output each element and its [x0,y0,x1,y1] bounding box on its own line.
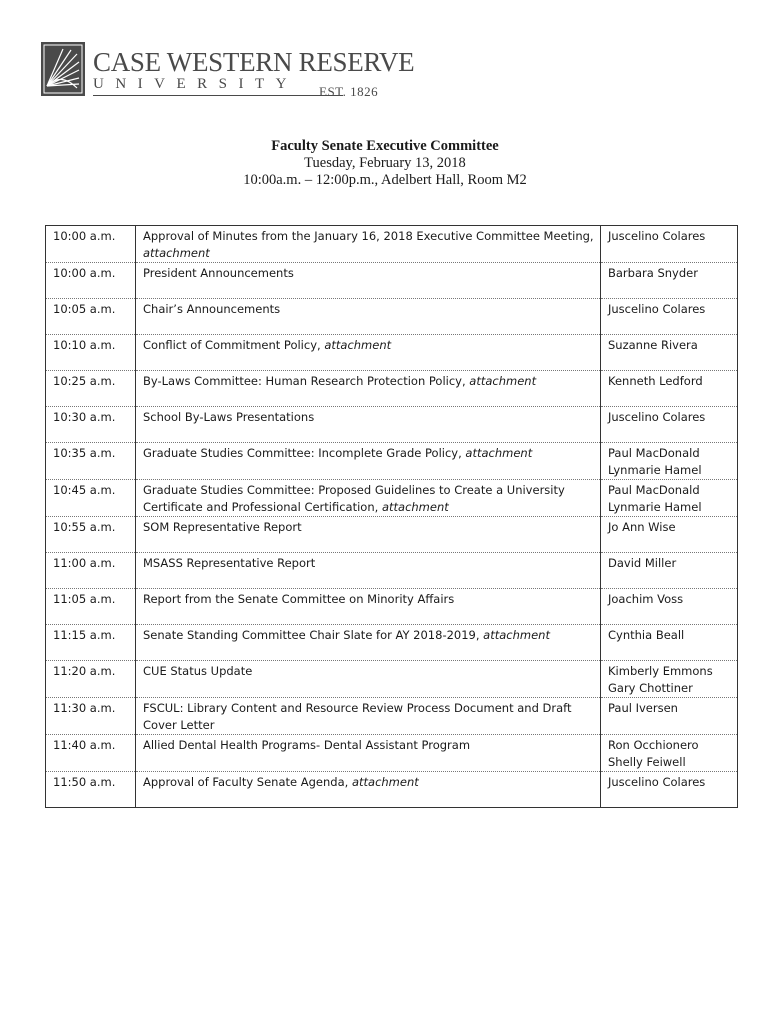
agenda-row [46,625,738,661]
agenda-item [136,443,601,480]
agenda-row [46,589,738,625]
agenda-item [136,625,601,661]
agenda-time: 10:10 a.m. [46,335,136,371]
agenda-presenter [601,735,738,772]
agenda-item [136,661,601,698]
agenda-time: 10:05 a.m. [46,299,136,335]
presenter-name: Paul MacDonald [608,483,700,497]
attachment-label: attachment [483,628,550,642]
agenda-time: 11:15 a.m. [46,625,136,661]
meeting-heading [0,138,770,189]
sunburst-seal-icon [41,42,85,96]
agenda-row [46,371,738,407]
logo-name: CASE WESTERN RESERVE [93,47,415,77]
meeting-time-location: 10:00a.m. – 12:00p.m., Adelbert Hall, Room M2 [243,172,527,188]
presenter-name: Kenneth Ledford [608,374,703,388]
agenda-item [136,553,601,589]
agenda-item [136,772,601,808]
agenda-item [136,226,601,263]
presenter-name: Paul MacDonald [608,446,700,460]
presenter-name: Kimberly Emmons [608,664,713,678]
agenda-presenter [601,226,738,263]
agenda-row [46,772,738,808]
agenda-presenter [601,480,738,517]
agenda-row [46,661,738,698]
agenda-time: 11:30 a.m. [46,698,136,735]
agenda-presenter [601,263,738,299]
presenter-name: Barbara Snyder [608,266,698,280]
agenda-presenter [601,553,738,589]
meeting-title: Faculty Senate Executive Committee [271,138,499,154]
agenda-time: 11:40 a.m. [46,735,136,772]
attachment-label: attachment [469,374,537,388]
agenda-table [45,225,738,808]
agenda-item [136,589,601,625]
presenter-name: Juscelino Colares [608,775,706,789]
agenda-row [46,226,738,263]
agenda-item-text: School By-Laws Presentations [143,410,315,424]
agenda-time: 11:05 a.m. [46,589,136,625]
agenda-item-text: Approval of Minutes from the January 16, 2018 Executive Committee Meeting, [143,229,594,243]
agenda-item [136,299,601,335]
agenda-presenter [601,661,738,698]
agenda-row [46,735,738,772]
agenda-time: 11:00 a.m. [46,553,136,589]
presenter-name: Juscelino Colares [608,229,706,243]
agenda-item-text: President Announcements [143,266,294,280]
presenter-name: David Miller [608,556,677,570]
agenda-presenter [601,335,738,371]
agenda-item-text: Report from the Senate Committee on Minority Affairs [143,592,455,606]
agenda-row [46,698,738,735]
presenter-name: Ron Occhionero [608,738,699,752]
presenter-name: Shelly Feiwell [608,755,686,769]
agenda-row [46,335,738,371]
agenda-time: 10:00 a.m. [46,226,136,263]
agenda-presenter [601,371,738,407]
agenda-item [136,335,601,371]
presenter-name: Jo Ann Wise [608,520,676,534]
agenda-presenter [601,517,738,553]
presenter-name: Joachim Voss [608,592,684,606]
agenda-row [46,263,738,299]
agenda-row [46,517,738,553]
agenda-item-text: CUE Status Update [143,664,253,678]
agenda-row [46,299,738,335]
presenter-name: Paul Iversen [608,701,678,715]
agenda-item [136,735,601,772]
agenda-presenter [601,698,738,735]
agenda-item-text: Conflict of Commitment Policy, [143,338,321,352]
logo-university: UNIVERSITY [93,76,298,92]
attachment-label: attachment [465,446,533,460]
agenda-item-text: Allied Dental Health Programs- Dental Assistant Program [143,738,471,752]
agenda-row [46,443,738,480]
agenda-item [136,371,601,407]
agenda-time: 10:55 a.m. [46,517,136,553]
agenda-time: 11:50 a.m. [46,772,136,808]
meeting-date: Tuesday, February 13, 2018 [304,155,466,171]
agenda-item [136,263,601,299]
agenda-item-text: By-Laws Committee: Human Research Protection Policy, [143,374,466,388]
agenda-item-text: SOM Representative Report [143,520,302,534]
agenda-time: 10:35 a.m. [46,443,136,480]
agenda-presenter [601,407,738,443]
attachment-label: attachment [351,775,419,789]
agenda-item [136,517,601,553]
agenda-time: 10:00 a.m. [46,263,136,299]
agenda-item-text: Graduate Studies Committee: Proposed Guidelines to Create a University Certificate and Professional Certification, [143,483,565,514]
agenda-item-text: MSASS Representative Report [143,556,316,570]
agenda-item-text: Approval of Faculty Senate Agenda, [143,775,349,789]
agenda-presenter [601,625,738,661]
presenter-name: Juscelino Colares [608,302,706,316]
agenda-item-text: Senate Standing Committee Chair Slate for AY 2018-2019, [143,628,480,642]
presenter-name: Lynmarie Hamel [608,500,702,514]
agenda-presenter [601,589,738,625]
presenter-name: Lynmarie Hamel [608,463,702,477]
agenda-presenter [601,772,738,808]
agenda-row [46,407,738,443]
attachment-label: attachment [143,246,210,260]
agenda-time: 10:30 a.m. [46,407,136,443]
presenter-name: Suzanne Rivera [608,338,698,352]
presenter-name: Juscelino Colares [608,410,706,424]
agenda-item-text: Graduate Studies Committee: Incomplete Grade Policy, [143,446,462,460]
presenter-name: Gary Chottiner [608,681,693,695]
agenda-item-text: Chair’s Announcements [143,302,281,316]
attachment-label: attachment [381,500,449,514]
agenda-item-text: FSCUL: Library Content and Resource Review Process Document and Draft Cover Letter [143,701,572,732]
agenda-presenter [601,443,738,480]
agenda-item [136,698,601,735]
agenda-item [136,480,601,517]
agenda-time: 10:45 a.m. [46,480,136,517]
logo-rule [93,95,343,96]
agenda-presenter [601,299,738,335]
agenda-row [46,480,738,517]
agenda-time: 10:25 a.m. [46,371,136,407]
agenda-row [46,553,738,589]
logo-est: EST. 1826 [319,84,379,99]
presenter-name: Cynthia Beall [608,628,685,642]
attachment-label: attachment [324,338,392,352]
university-logo [41,42,415,102]
agenda-item [136,407,601,443]
agenda-time: 11:20 a.m. [46,661,136,698]
